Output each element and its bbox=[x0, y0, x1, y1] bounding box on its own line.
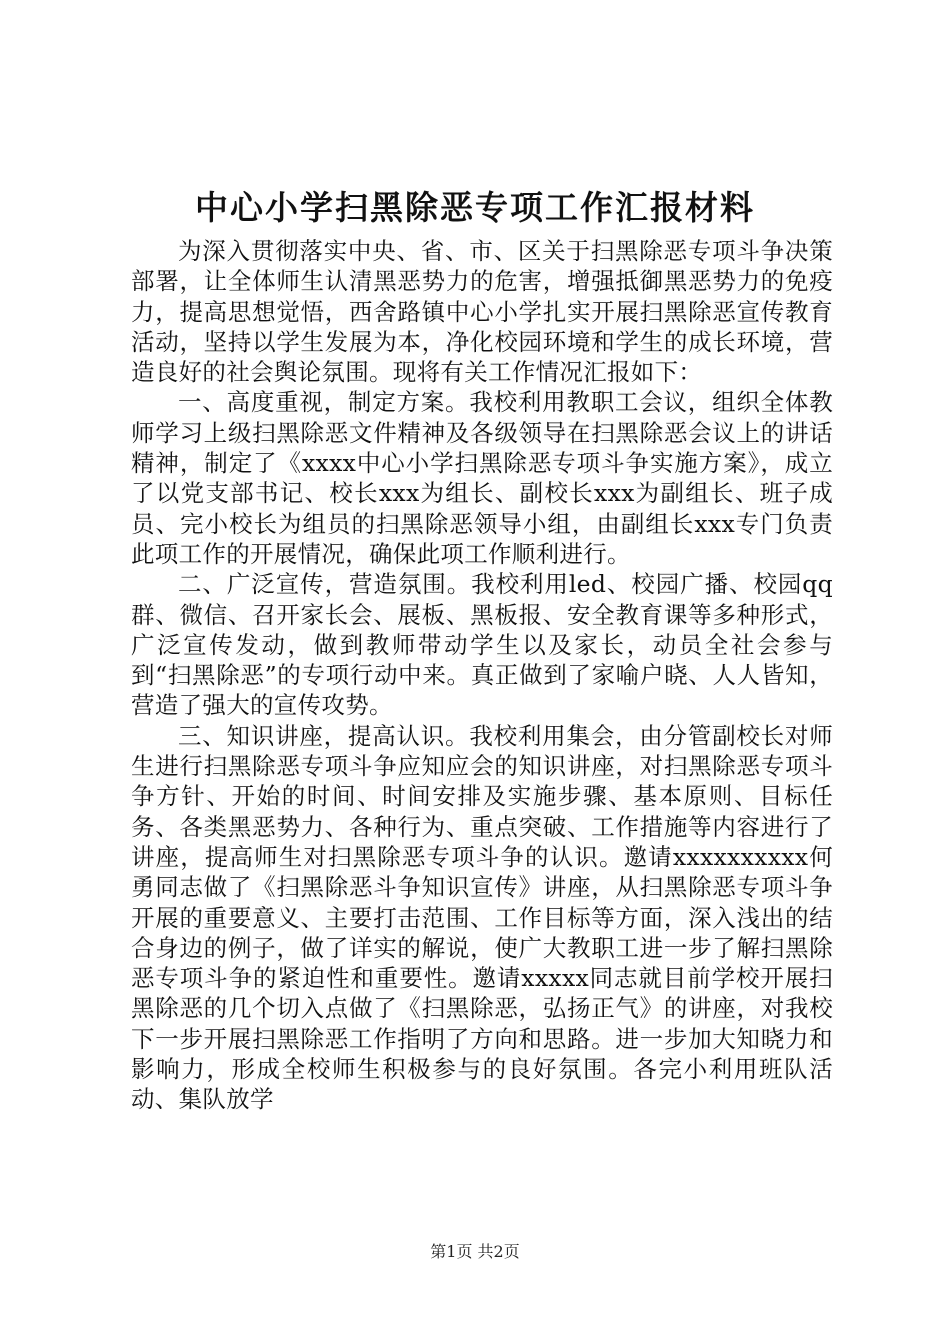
page-number-footer: 第1页 共2页 bbox=[430, 1242, 520, 1261]
document-title: 中心小学扫黑除恶专项工作汇报材料 bbox=[195, 188, 755, 227]
paragraph-section-1: 一、高度重视，制定方案。我校利用教职工会议，组织全体教师学习上级扫黑除恶文件精神及各级领导在扫黑除恶会议上的讲话精神，制定了《xxxx中心小学扫黑除恶专项斗争实施方案》，成立了以党支部书记、校长xxx为组长、副校长xxx为副组长、班子成员、完小校长为组员的扫黑除恶领导小组，由副组长xxx专门负责此项工作的开展情况，确保此项工作顺利进行。 bbox=[131, 388, 833, 568]
paragraph-section-2: 二、广泛宣传，营造氛围。我校利用led、校园广播、校园qq群、微信、召开家长会、展板、黑板报、安全教育课等多种形式，广泛宣传发动，做到教师带动学生以及家长，动员全社会参与到“扫黑除恶”的专项行动中来。真正做到了家喻户晓、人人皆知，营造了强大的宣传攻势。 bbox=[131, 570, 833, 720]
paragraph-section-3: 三、知识讲座，提高认识。我校利用集会，由分管副校长对师生进行扫黑除恶专项斗争应知应会的知识讲座，对扫黑除恶专项斗争方针、开始的时间、时间安排及实施步骤、基本原则、目标任务、各类黑恶势力、各种行为、重点突破、工作措施等内容进行了讲座，提高师生对扫黑除恶专项斗争的认识。邀请xxxxxxxxxx何勇同志做了《扫黑除恶斗争知识宣传》讲座，从扫黑除恶专项斗争开展的重要意义、主要打击范围、工作目标等方面，深入浅出的结合身边的例子，做了详实的解说，使广大教职工进一步了解扫黑除恶专项斗争的紧迫性和重要性。邀请xxxxx同志就目前学校开展扫黑除恶的几个切入点做了《扫黑除恶，弘扬正气》的讲座，对我校下一步开展扫黑除恶工作指明了方向和思路。进一步加大知晓力和影响力，形成全校师生积极参与的良好氛围。各完小利用班队活动、集队放学 bbox=[131, 721, 833, 1114]
document-body bbox=[131, 236, 833, 1115]
paragraph-intro: 为深入贯彻落实中央、省、市、区关于扫黑除恶专项斗争决策部署，让全体师生认清黑恶势力的危害，增强抵御黑恶势力的免疫力，提高思想觉悟，西舍路镇中心小学扎实开展扫黑除恶宣传教育活动，坚持以学生发展为本，净化校园环境和学生的成长环境，营造良好的社会舆论氛围。现将有关工作情况汇报如下： bbox=[131, 237, 833, 387]
